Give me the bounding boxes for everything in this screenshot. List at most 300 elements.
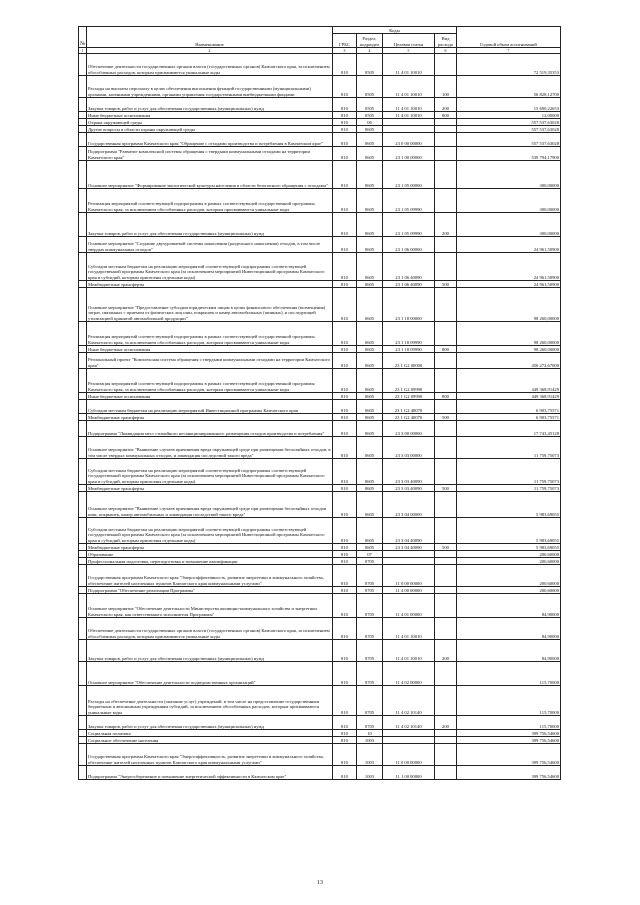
row-name: Основное мероприятие "Формирование экологической культуры населения в области безопасного обращения с отходами" xyxy=(87,161,333,189)
row-exp-type xyxy=(435,322,457,346)
row-number xyxy=(79,353,87,369)
row-section: 0605 xyxy=(357,437,383,459)
row-exp-type: 500 xyxy=(435,544,457,551)
row-number xyxy=(79,485,87,492)
row-grbs: 810 xyxy=(333,744,357,766)
row-number xyxy=(79,544,87,551)
row-grbs: 810 xyxy=(333,126,357,133)
row-exp-type xyxy=(435,730,457,737)
table-row xyxy=(79,437,561,459)
row-exp-type xyxy=(435,161,457,189)
row-amount: 84,90000 xyxy=(457,640,561,662)
row-grbs: 810 xyxy=(333,414,357,421)
row-amount: 449 368,91429 xyxy=(457,393,561,400)
row-name: Основное мероприятие "Предоставление субсидии юридическим лицам в целях финансового обеспечения (возмещения) затрат, связанных с приемом от физических лиц шин, покрышек и камер автомобильных (шинных), и последующей утилизацией принятой автомобильной продукции" xyxy=(87,288,333,322)
row-number xyxy=(79,346,87,353)
row-exp-type xyxy=(435,126,457,133)
row-grbs: 810 xyxy=(333,189,357,213)
row-exp-type xyxy=(435,686,457,716)
row-name: Образование xyxy=(87,551,333,558)
row-name: Основное мероприятие "Создание двухуровневой системы накопления (раздельного накопления) отходов, в том числе твердых коммунальных отходов" xyxy=(87,237,333,253)
row-section: 0505 xyxy=(357,54,383,76)
row-target: 11 4 02 10140 xyxy=(383,716,435,730)
row-name: Реализация мероприятий соответствующей подпрограммы в рамках соответствующей государственной программы Камчатского края, за исключением обособленных расходов, которым присваиваются уникальные коды xyxy=(87,189,333,213)
row-number xyxy=(79,421,87,437)
row-exp-type: 800 xyxy=(435,112,457,119)
header-section: Раздел, подраздел xyxy=(357,34,383,48)
table-row xyxy=(79,459,561,485)
row-name: Межбюджетные трансферты xyxy=(87,414,333,421)
row-name: Иные бюджетные ассигнования xyxy=(87,112,333,119)
row-target: 23 1 06 40090 xyxy=(383,253,435,281)
row-target: 23 3 03 40090 xyxy=(383,485,435,492)
row-amount: 6 903,75571 xyxy=(457,400,561,414)
row-section: 0705 xyxy=(357,587,383,594)
row-number xyxy=(79,518,87,544)
row-target: 23 1 05 09990 xyxy=(383,189,435,213)
table-row xyxy=(79,189,561,213)
row-amount: 300,00000 xyxy=(457,189,561,213)
row-number xyxy=(79,744,87,766)
table-row xyxy=(79,544,561,551)
row-amount: 399 756,54600 xyxy=(457,730,561,737)
row-amount: 200,60000 xyxy=(457,587,561,594)
row-section: 0605 xyxy=(357,346,383,353)
row-number xyxy=(79,662,87,686)
row-grbs: 810 xyxy=(333,737,357,744)
table-row xyxy=(79,112,561,119)
row-grbs: 810 xyxy=(333,76,357,98)
row-target: 23 3 04 40090 xyxy=(383,518,435,544)
column-index-cell: 5 xyxy=(383,48,435,54)
row-amount: 200,60000 xyxy=(457,565,561,587)
row-section: 0605 xyxy=(357,253,383,281)
table-row xyxy=(79,716,561,730)
row-section: 0705 xyxy=(357,558,383,565)
row-amount: 15 690,22653 xyxy=(457,98,561,112)
row-amount: 5 983,69055 xyxy=(457,544,561,551)
row-section: 10 xyxy=(357,730,383,737)
row-number xyxy=(79,587,87,594)
row-section: 0605 xyxy=(357,492,383,518)
row-target: 11 4 01 10010 xyxy=(383,640,435,662)
row-exp-type xyxy=(435,744,457,766)
row-section: 0605 xyxy=(357,147,383,161)
row-name: Обеспечение деятельности государственных органов власти (государственных органов) Камчатского края, за исключением обособленных расходов, которым присваиваются уникальные коды xyxy=(87,618,333,640)
row-grbs: 810 xyxy=(333,640,357,662)
row-target: 11 0 00 00000 xyxy=(383,744,435,766)
row-name: Закупка товаров, работ и услуг для обеспечения государственных (муниципальных) нужд xyxy=(87,640,333,662)
row-number xyxy=(79,253,87,281)
row-exp-type xyxy=(435,353,457,369)
table-row xyxy=(79,686,561,716)
row-target: 23 3 04 00000 xyxy=(383,492,435,518)
row-exp-type xyxy=(435,492,457,518)
row-section: 0605 xyxy=(357,369,383,393)
table-row xyxy=(79,414,561,421)
row-number xyxy=(79,730,87,737)
row-amount: 98 260,00000 xyxy=(457,322,561,346)
row-exp-type xyxy=(435,369,457,393)
page-number: 13 xyxy=(317,880,323,886)
row-number xyxy=(79,393,87,400)
row-grbs: 810 xyxy=(333,253,357,281)
row-target: 11 4 01 10010 xyxy=(383,618,435,640)
table-row xyxy=(79,730,561,737)
row-exp-type: 200 xyxy=(435,716,457,730)
row-exp-type xyxy=(435,459,457,485)
table-row xyxy=(79,119,561,126)
row-amount: 24 961,50900 xyxy=(457,253,561,281)
row-section: 0605 xyxy=(357,322,383,346)
row-number xyxy=(79,237,87,253)
row-target: 23 1 00 00000 xyxy=(383,147,435,161)
row-number xyxy=(79,737,87,744)
row-section: 06 xyxy=(357,119,383,126)
table-row xyxy=(79,594,561,618)
row-exp-type: 200 xyxy=(435,213,457,237)
row-amount: 6 903,75571 xyxy=(457,414,561,421)
table-row xyxy=(79,369,561,393)
row-section: 0605 xyxy=(357,353,383,369)
row-grbs: 810 xyxy=(333,369,357,393)
row-target: 23 1 G2 00000 xyxy=(383,353,435,369)
row-target xyxy=(383,730,435,737)
row-target: 11 4 00 00000 xyxy=(383,587,435,594)
row-section: 0705 xyxy=(357,618,383,640)
row-name: Межбюджетные трансферты xyxy=(87,544,333,551)
row-amount: 11 759,75073 xyxy=(457,437,561,459)
table-row xyxy=(79,353,561,369)
row-number xyxy=(79,640,87,662)
row-grbs: 810 xyxy=(333,112,357,119)
row-section: 0605 xyxy=(357,414,383,421)
row-number xyxy=(79,492,87,518)
row-section: 0605 xyxy=(357,288,383,322)
budget-table xyxy=(78,26,561,780)
row-section: 0605 xyxy=(357,400,383,414)
row-number xyxy=(79,98,87,112)
header-target: Целевая статья xyxy=(383,34,435,48)
row-name: Социальное обеспечение населения xyxy=(87,737,333,744)
row-name: Государственная программа Камчатского края "Энергоэффективность, развитие энергетики и коммунального хозяйства, обеспечение жителей населенных пунктов Камчатского края коммунальными услугами" xyxy=(87,744,333,766)
row-section: 1003 xyxy=(357,766,383,780)
row-amount: 399 756,54600 xyxy=(457,744,561,766)
row-number xyxy=(79,618,87,640)
row-name: Межбюджетные трансферты xyxy=(87,281,333,288)
row-target: 11 1 00 00000 xyxy=(383,766,435,780)
row-name: Субсидии местным бюджетам на реализацию мероприятий Инвестиционной программы Камчатского края xyxy=(87,400,333,414)
row-grbs: 810 xyxy=(333,716,357,730)
table-row xyxy=(79,237,561,253)
table-row xyxy=(79,281,561,288)
row-exp-type xyxy=(435,558,457,565)
row-exp-type xyxy=(435,587,457,594)
row-amount: 449 368,91429 xyxy=(457,369,561,393)
row-number xyxy=(79,686,87,716)
header-exp-type: Вид расхода xyxy=(435,34,457,48)
row-target: 23 3 00 00000 xyxy=(383,421,435,437)
row-grbs: 810 xyxy=(333,587,357,594)
row-target: 23 1 G2 40070 xyxy=(383,400,435,414)
row-section: 1003 xyxy=(357,744,383,766)
row-target: 11 4 01 00000 xyxy=(383,594,435,618)
row-target: 23 1 18 09990 xyxy=(383,322,435,346)
row-section: 0605 xyxy=(357,518,383,544)
row-target xyxy=(383,119,435,126)
row-grbs: 810 xyxy=(333,544,357,551)
row-section: 0505 xyxy=(357,112,383,119)
row-name: Закупка товаров, работ и услуг для обеспечения государственных (муниципальных) нужд xyxy=(87,98,333,112)
row-number xyxy=(79,551,87,558)
row-amount: 56 828,12700 xyxy=(457,76,561,98)
row-number xyxy=(79,594,87,618)
row-exp-type: 500 xyxy=(435,485,457,492)
row-number xyxy=(79,119,87,126)
table-row xyxy=(79,421,561,437)
row-number xyxy=(79,288,87,322)
row-name: Субсидии местным бюджетам на реализацию мероприятий соответствующей подпрограммы соответствующей государственной программы Камчатского края (за исключением мероприятий Инвестиционной программы Камчатского края и субсидий, которым присвоены отдельные коды) xyxy=(87,253,333,281)
row-section: 07 xyxy=(357,551,383,558)
table-row xyxy=(79,213,561,237)
table-row xyxy=(79,744,561,766)
row-grbs: 810 xyxy=(333,662,357,686)
row-amount: 98 260,00000 xyxy=(457,346,561,353)
row-amount: 557 537,63028 xyxy=(457,133,561,147)
row-number xyxy=(79,369,87,393)
table-row xyxy=(79,393,561,400)
row-amount: 72 519,35353 xyxy=(457,54,561,76)
row-grbs: 810 xyxy=(333,518,357,544)
row-amount: 399 756,54600 xyxy=(457,737,561,744)
row-target: 11 4 01 10010 xyxy=(383,76,435,98)
row-grbs: 810 xyxy=(333,133,357,147)
row-name: Закупка товаров, работ и услуг для обеспечения государственных (муниципальных) нужд xyxy=(87,716,333,730)
row-exp-type: 100 xyxy=(435,76,457,98)
header-grbs: ГРБС xyxy=(333,34,357,48)
row-number xyxy=(79,112,87,119)
row-exp-type: 500 xyxy=(435,281,457,288)
row-exp-type xyxy=(435,237,457,253)
row-grbs: 810 xyxy=(333,161,357,189)
row-section: 0605 xyxy=(357,189,383,213)
row-amount: 84,90000 xyxy=(457,618,561,640)
row-target: 23 1 G2 09990 xyxy=(383,393,435,400)
row-exp-type xyxy=(435,400,457,414)
row-name: Подпрограмма "Ликвидация мест стихийного несанкционированного размещения отходов производства и потребления" xyxy=(87,421,333,437)
row-grbs: 810 xyxy=(333,119,357,126)
row-amount: 200,60000 xyxy=(457,551,561,558)
row-number xyxy=(79,414,87,421)
row-name: Подпрограмма "Развитие комплексной системы обращения с твердыми коммунальными отходами на территории Камчатского края" xyxy=(87,147,333,161)
row-target: 23 1 18 00000 xyxy=(383,288,435,322)
row-name: Реализация мероприятий соответствующей подпрограммы в рамках соответствующей государственной программы Камчатского края, за исключением обособленных расходов, которым присваиваются уникальные коды xyxy=(87,322,333,346)
row-exp-type: 800 xyxy=(435,393,457,400)
row-name: Субсидии местным бюджетам на реализацию мероприятий соответствующей подпрограммы соответствующей государственной программы Камчатского края (за исключением мероприятий Инвестиционной программы Камчатского края и субсидий, которым присвоены отдельные коды) xyxy=(87,518,333,544)
row-exp-type: 200 xyxy=(435,98,457,112)
row-section: 0605 xyxy=(357,213,383,237)
row-section: 0505 xyxy=(357,98,383,112)
row-number xyxy=(79,716,87,730)
row-number xyxy=(79,565,87,587)
row-exp-type: 500 xyxy=(435,414,457,421)
table-row xyxy=(79,565,561,587)
row-amount: 300,00000 xyxy=(457,213,561,237)
row-target: 11 4 02 00000 xyxy=(383,662,435,686)
row-exp-type xyxy=(435,147,457,161)
column-index-cell: 6 xyxy=(435,48,457,54)
row-amount: 557 537,63028 xyxy=(457,119,561,126)
row-section: 0605 xyxy=(357,459,383,485)
row-target: 23 3 03 00000 xyxy=(383,437,435,459)
row-grbs: 810 xyxy=(333,421,357,437)
table-row xyxy=(79,558,561,565)
row-amount: 115,70000 xyxy=(457,686,561,716)
row-grbs: 810 xyxy=(333,766,357,780)
row-grbs: 810 xyxy=(333,147,357,161)
row-target: 11 4 02 10140 xyxy=(383,686,435,716)
row-exp-type xyxy=(435,437,457,459)
row-amount: 12,00000 xyxy=(457,112,561,119)
row-number xyxy=(79,322,87,346)
table-row xyxy=(79,76,561,98)
row-exp-type xyxy=(435,737,457,744)
column-index-cell: 2 xyxy=(87,48,333,54)
row-target: 23 3 04 40090 xyxy=(383,544,435,551)
table-row xyxy=(79,400,561,414)
row-exp-type xyxy=(435,662,457,686)
row-section: 0605 xyxy=(357,485,383,492)
row-target: 11 0 00 00000 xyxy=(383,565,435,587)
row-amount: 5 983,69055 xyxy=(457,518,561,544)
table-row xyxy=(79,518,561,544)
row-grbs: 810 xyxy=(333,565,357,587)
row-amount: 5 983,69055 xyxy=(457,492,561,518)
row-exp-type xyxy=(435,133,457,147)
row-name: Социальная политика xyxy=(87,730,333,737)
row-number xyxy=(79,54,87,76)
row-grbs: 810 xyxy=(333,492,357,518)
row-amount: 557 537,63028 xyxy=(457,126,561,133)
row-name: Охрана окружающей среды xyxy=(87,119,333,126)
table-row xyxy=(79,485,561,492)
row-amount: 300,00000 xyxy=(457,161,561,189)
row-target xyxy=(383,551,435,558)
column-index-cell: 4 xyxy=(357,48,383,54)
table-row xyxy=(79,662,561,686)
row-section: 0605 xyxy=(357,281,383,288)
row-grbs: 810 xyxy=(333,393,357,400)
header-num: № xyxy=(79,27,87,48)
row-name: Субсидии местным бюджетам на реализацию мероприятий соответствующей подпрограммы соответствующей государственной программы Камчатского края (за исключением мероприятий Инвестиционной программы Камчатского края и субсидий, которым присвоены отдельные коды) xyxy=(87,459,333,485)
row-section: 0705 xyxy=(357,565,383,587)
row-amount: 115,70000 xyxy=(457,662,561,686)
row-grbs: 810 xyxy=(333,353,357,369)
row-number xyxy=(79,133,87,147)
row-amount: 399 756,54600 xyxy=(457,766,561,780)
row-name: Иные бюджетные ассигнования xyxy=(87,393,333,400)
table-row xyxy=(79,346,561,353)
row-exp-type xyxy=(435,518,457,544)
row-grbs: 810 xyxy=(333,485,357,492)
row-amount: 115,70000 xyxy=(457,716,561,730)
row-exp-type xyxy=(435,253,457,281)
row-section: 0605 xyxy=(357,126,383,133)
row-section: 1003 xyxy=(357,737,383,744)
row-target: 23 1 06 40090 xyxy=(383,281,435,288)
row-name: Подпрограмма "Обеспечение реализации Программы" xyxy=(87,587,333,594)
row-grbs: 810 xyxy=(333,322,357,346)
row-number xyxy=(79,766,87,780)
row-number xyxy=(79,459,87,485)
row-target: 11 4 01 10010 xyxy=(383,98,435,112)
row-name: Межбюджетные трансферты xyxy=(87,485,333,492)
row-name: Подпрограмма "Энергосбережение и повышение энергетической эффективности в Камчатском крае" xyxy=(87,766,333,780)
row-name: Профессиональная подготовка, переподготовка и повышение квалификации xyxy=(87,558,333,565)
row-name: Обеспечение деятельности государственных органов власти (государственных органов) Камчатского края, за исключением обособленных расходов, которым присваиваются уникальные коды xyxy=(87,54,333,76)
row-target: 23 1 G2 09990 xyxy=(383,369,435,393)
row-name: Закупка товаров, работ и услуг для обеспечения государственных (муниципальных) нужд xyxy=(87,213,333,237)
row-amount: 11 759,75073 xyxy=(457,485,561,492)
row-section: 0705 xyxy=(357,640,383,662)
row-target: 23 0 00 00000 xyxy=(383,133,435,147)
row-target: 23 1 G2 40070 xyxy=(383,414,435,421)
table-row xyxy=(79,54,561,76)
row-grbs: 810 xyxy=(333,551,357,558)
header-codes: Коды xyxy=(333,27,457,34)
row-number xyxy=(79,126,87,133)
row-grbs: 810 xyxy=(333,237,357,253)
row-target: 23 1 05 00000 xyxy=(383,161,435,189)
row-section: 0605 xyxy=(357,393,383,400)
row-number xyxy=(79,281,87,288)
table-row xyxy=(79,492,561,518)
row-amount: 17 743,45128 xyxy=(457,421,561,437)
row-grbs: 810 xyxy=(333,98,357,112)
row-number xyxy=(79,147,87,161)
row-section: 0605 xyxy=(357,544,383,551)
table-row xyxy=(79,766,561,780)
row-exp-type xyxy=(435,618,457,640)
row-target: 23 1 18 09990 xyxy=(383,346,435,353)
row-target: 23 3 03 40090 xyxy=(383,459,435,485)
row-amount: 11 759,75073 xyxy=(457,459,561,485)
row-name: Основное мероприятие "Выявление случаев причинения вреда окружающей среде при размещении бесхозяйных отходов шин, покрышек, камер автомобильных и ликвидация последствий такого вреда" xyxy=(87,492,333,518)
row-exp-type xyxy=(435,421,457,437)
row-section: 0605 xyxy=(357,421,383,437)
row-exp-type xyxy=(435,594,457,618)
header-name: Наименование xyxy=(87,27,333,48)
row-section: 0505 xyxy=(357,76,383,98)
row-section: 0705 xyxy=(357,662,383,686)
row-grbs: 810 xyxy=(333,54,357,76)
row-name: Основное мероприятие "Выявление случаев причинения вреда окружающей среде при размещении бесхозяйных отходов, в том числе твердых коммунальных отходов, и ликвидация последствий такого вреда" xyxy=(87,437,333,459)
row-name: Иные бюджетные ассигнования xyxy=(87,346,333,353)
row-grbs: 810 xyxy=(333,400,357,414)
row-number xyxy=(79,400,87,414)
row-exp-type xyxy=(435,565,457,587)
row-number xyxy=(79,189,87,213)
row-number xyxy=(79,437,87,459)
row-name: Региональный проект "Комплексная система обращения с твердыми коммунальными отходами на территории Камчатского края" xyxy=(87,353,333,369)
table-row xyxy=(79,618,561,640)
row-amount: 98 260,00000 xyxy=(457,288,561,322)
row-name: Другие вопросы в области охраны окружающей среды xyxy=(87,126,333,133)
table-row xyxy=(79,161,561,189)
row-exp-type: 200 xyxy=(435,640,457,662)
row-exp-type: 800 xyxy=(435,346,457,353)
row-name: Реализация мероприятий соответствующей подпрограммы в рамках соответствующей государственной программы Камчатского края, за исключением обособленных расходов, которым присваиваются уникальные коды xyxy=(87,369,333,393)
